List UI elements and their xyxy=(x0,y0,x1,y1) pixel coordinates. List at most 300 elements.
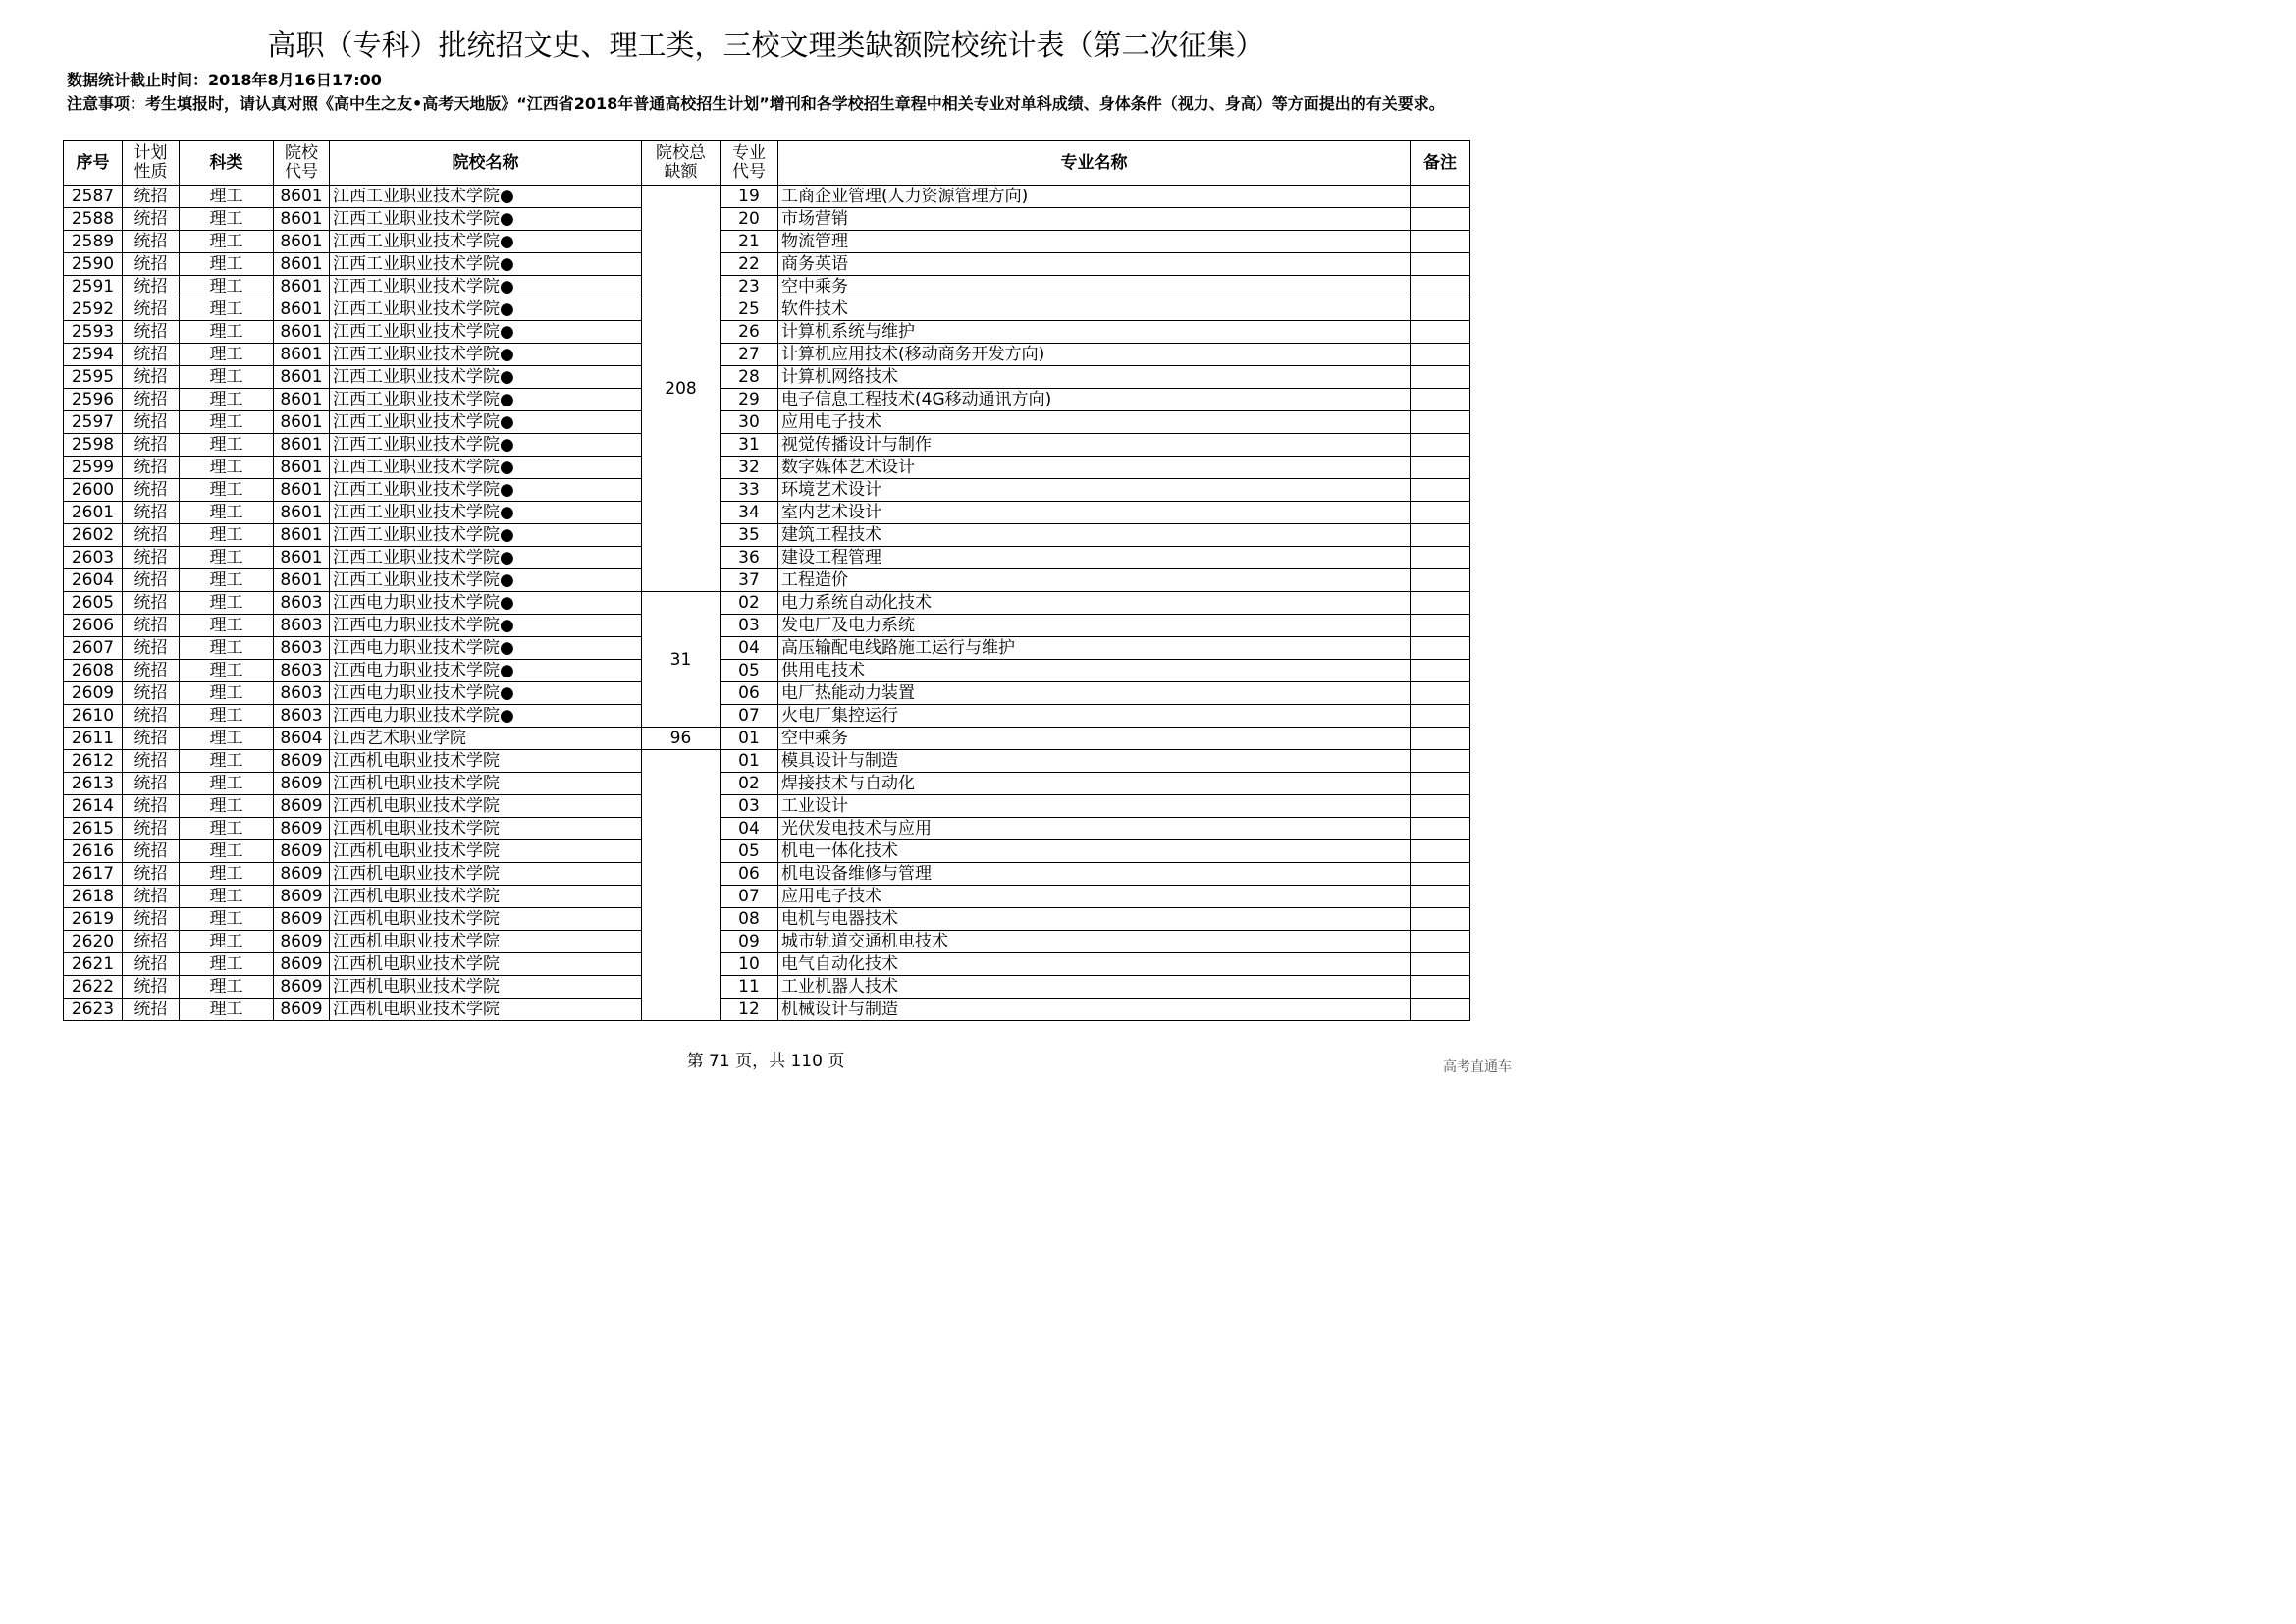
cell-seq: 2605 xyxy=(64,592,123,615)
cell-major-name: 软件技术 xyxy=(778,298,1411,321)
cell-school-name: 江西机电职业技术学院 xyxy=(330,818,642,840)
cell-school-name: 江西工业职业技术学院● xyxy=(330,411,642,434)
cell-remark xyxy=(1411,366,1470,389)
cell-major-code: 03 xyxy=(721,795,778,818)
cell-school-name: 江西电力职业技术学院● xyxy=(330,592,642,615)
table-row xyxy=(64,705,1470,728)
cell-remark xyxy=(1411,524,1470,547)
cell-seq: 2601 xyxy=(64,502,123,524)
cell-remark xyxy=(1411,276,1470,298)
cell-school-code: 8609 xyxy=(274,931,330,953)
cell-plan: 统招 xyxy=(123,479,180,502)
cell-plan: 统招 xyxy=(123,366,180,389)
cell-major-name: 电子信息工程技术(4G移动通讯方向) xyxy=(778,389,1411,411)
cell-school-vacancy xyxy=(642,750,721,1021)
table-row xyxy=(64,457,1470,479)
cell-school-code: 8601 xyxy=(274,389,330,411)
cell-school-name: 江西电力职业技术学院● xyxy=(330,660,642,682)
cell-seq: 2610 xyxy=(64,705,123,728)
cell-major-name: 空中乘务 xyxy=(778,728,1411,750)
cell-school-code: 8609 xyxy=(274,750,330,773)
cell-school-name: 江西机电职业技术学院 xyxy=(330,750,642,773)
cell-plan: 统招 xyxy=(123,524,180,547)
cell-school-name: 江西工业职业技术学院● xyxy=(330,547,642,569)
cell-major-name: 电厂热能动力装置 xyxy=(778,682,1411,705)
cell-seq: 2599 xyxy=(64,457,123,479)
cell-seq: 2587 xyxy=(64,186,123,208)
cell-seq: 2607 xyxy=(64,637,123,660)
cell-remark xyxy=(1411,592,1470,615)
table-row xyxy=(64,434,1470,457)
cell-plan: 统招 xyxy=(123,682,180,705)
cell-remark xyxy=(1411,795,1470,818)
table-row xyxy=(64,886,1470,908)
cell-school-name: 江西工业职业技术学院● xyxy=(330,276,642,298)
cell-major-code: 05 xyxy=(721,840,778,863)
cell-remark xyxy=(1411,434,1470,457)
cell-plan: 统招 xyxy=(123,344,180,366)
cell-remark xyxy=(1411,502,1470,524)
cell-category: 理工 xyxy=(180,728,274,750)
cell-seq: 2617 xyxy=(64,863,123,886)
cell-remark xyxy=(1411,298,1470,321)
cell-school-code: 8601 xyxy=(274,479,330,502)
cell-school-vacancy: 208 xyxy=(642,186,721,592)
cell-seq: 2598 xyxy=(64,434,123,457)
cell-plan: 统招 xyxy=(123,208,180,231)
cell-major-code: 11 xyxy=(721,976,778,999)
cell-school-name: 江西机电职业技术学院 xyxy=(330,886,642,908)
cell-school-code: 8601 xyxy=(274,321,330,344)
cell-remark xyxy=(1411,569,1470,592)
cell-school-name: 江西工业职业技术学院● xyxy=(330,231,642,253)
table-row xyxy=(64,795,1470,818)
cell-school-name: 江西工业职业技术学院● xyxy=(330,298,642,321)
cell-remark xyxy=(1411,231,1470,253)
cell-plan: 统招 xyxy=(123,253,180,276)
cell-category: 理工 xyxy=(180,366,274,389)
cell-category: 理工 xyxy=(180,186,274,208)
cell-remark xyxy=(1411,253,1470,276)
cell-school-name: 江西工业职业技术学院● xyxy=(330,389,642,411)
cell-category: 理工 xyxy=(180,840,274,863)
cell-category: 理工 xyxy=(180,321,274,344)
cell-major-name: 火电厂集控运行 xyxy=(778,705,1411,728)
cell-remark xyxy=(1411,840,1470,863)
cell-category: 理工 xyxy=(180,457,274,479)
table-row xyxy=(64,479,1470,502)
cell-seq: 2591 xyxy=(64,276,123,298)
cell-major-code: 02 xyxy=(721,592,778,615)
cell-remark xyxy=(1411,908,1470,931)
cell-school-code: 8603 xyxy=(274,682,330,705)
cell-school-code: 8601 xyxy=(274,569,330,592)
cell-school-code: 8609 xyxy=(274,908,330,931)
cell-school-code: 8609 xyxy=(274,953,330,976)
cell-school-name: 江西机电职业技术学院 xyxy=(330,931,642,953)
cell-major-code: 09 xyxy=(721,931,778,953)
table-row xyxy=(64,931,1470,953)
cell-major-code: 06 xyxy=(721,682,778,705)
cell-plan: 统招 xyxy=(123,773,180,795)
cell-school-name: 江西工业职业技术学院● xyxy=(330,208,642,231)
table-row xyxy=(64,411,1470,434)
cell-major-code: 36 xyxy=(721,547,778,569)
cell-school-name: 江西艺术职业学院 xyxy=(330,728,642,750)
cell-major-code: 34 xyxy=(721,502,778,524)
cell-plan: 统招 xyxy=(123,863,180,886)
cell-major-code: 25 xyxy=(721,298,778,321)
cell-plan: 统招 xyxy=(123,908,180,931)
cell-category: 理工 xyxy=(180,908,274,931)
cell-major-name: 建设工程管理 xyxy=(778,547,1411,569)
table-row xyxy=(64,953,1470,976)
cell-major-name: 视觉传播设计与制作 xyxy=(778,434,1411,457)
cell-plan: 统招 xyxy=(123,592,180,615)
cell-school-name: 江西机电职业技术学院 xyxy=(330,773,642,795)
table-row xyxy=(64,321,1470,344)
cell-school-name: 江西电力职业技术学院● xyxy=(330,637,642,660)
cell-major-code: 07 xyxy=(721,886,778,908)
cell-school-code: 8601 xyxy=(274,366,330,389)
cell-major-code: 27 xyxy=(721,344,778,366)
cell-category: 理工 xyxy=(180,682,274,705)
cell-major-code: 33 xyxy=(721,479,778,502)
cell-school-code: 8601 xyxy=(274,186,330,208)
cell-school-code: 8601 xyxy=(274,547,330,569)
table-row xyxy=(64,344,1470,366)
cell-remark xyxy=(1411,411,1470,434)
table-row xyxy=(64,750,1470,773)
cell-school-code: 8609 xyxy=(274,886,330,908)
cell-category: 理工 xyxy=(180,298,274,321)
cell-category: 理工 xyxy=(180,886,274,908)
cell-plan: 统招 xyxy=(123,840,180,863)
cell-plan: 统招 xyxy=(123,637,180,660)
cell-seq: 2612 xyxy=(64,750,123,773)
cell-category: 理工 xyxy=(180,502,274,524)
notice-text: 注意事项：考生填报时，请认真对照《高中生之友•高考天地版》“江西省2018年普通高校招生计划”增刊和各学校招生章程中相关专业对单科成绩、身体条件（视力、身高）等方面提出的有关要求。 xyxy=(67,94,1445,113)
cell-category: 理工 xyxy=(180,208,274,231)
cell-school-code: 8601 xyxy=(274,276,330,298)
table-row xyxy=(64,999,1470,1021)
table-row xyxy=(64,389,1470,411)
cell-category: 理工 xyxy=(180,276,274,298)
cell-major-code: 22 xyxy=(721,253,778,276)
table-row xyxy=(64,547,1470,569)
cell-school-code: 8603 xyxy=(274,637,330,660)
cell-remark xyxy=(1411,953,1470,976)
cell-category: 理工 xyxy=(180,818,274,840)
header-school-code: 院校代号 xyxy=(274,141,330,186)
cell-major-code: 04 xyxy=(721,637,778,660)
cell-school-code: 8609 xyxy=(274,999,330,1021)
table-row xyxy=(64,773,1470,795)
table-row xyxy=(64,908,1470,931)
cell-major-code: 01 xyxy=(721,728,778,750)
cell-remark xyxy=(1411,208,1470,231)
cell-school-code: 8609 xyxy=(274,818,330,840)
cell-seq: 2613 xyxy=(64,773,123,795)
table-row xyxy=(64,502,1470,524)
cell-school-code: 8601 xyxy=(274,298,330,321)
cell-remark xyxy=(1411,186,1470,208)
cell-school-code: 8609 xyxy=(274,795,330,818)
cell-major-name: 环境艺术设计 xyxy=(778,479,1411,502)
cell-school-name: 江西工业职业技术学院● xyxy=(330,321,642,344)
cell-plan: 统招 xyxy=(123,999,180,1021)
cell-remark xyxy=(1411,637,1470,660)
cell-remark xyxy=(1411,660,1470,682)
cell-seq: 2592 xyxy=(64,298,123,321)
cell-remark xyxy=(1411,615,1470,637)
cell-remark xyxy=(1411,886,1470,908)
header-remark: 备注 xyxy=(1411,141,1470,186)
cell-remark xyxy=(1411,321,1470,344)
cell-seq: 2620 xyxy=(64,931,123,953)
table-row xyxy=(64,276,1470,298)
cell-major-name: 电气自动化技术 xyxy=(778,953,1411,976)
cell-category: 理工 xyxy=(180,231,274,253)
table-row xyxy=(64,728,1470,750)
cell-remark xyxy=(1411,705,1470,728)
cell-seq: 2608 xyxy=(64,660,123,682)
cell-school-code: 8601 xyxy=(274,457,330,479)
cell-seq: 2618 xyxy=(64,886,123,908)
cell-major-name: 计算机网络技术 xyxy=(778,366,1411,389)
header-seq: 序号 xyxy=(64,141,123,186)
cell-remark xyxy=(1411,344,1470,366)
table-row xyxy=(64,840,1470,863)
page-title: 高职（专科）批统招文史、理工类，三校文理类缺额院校统计表（第二次征集） xyxy=(267,28,1264,62)
cell-major-name: 工商企业管理(人力资源管理方向) xyxy=(778,186,1411,208)
cell-seq: 2614 xyxy=(64,795,123,818)
cell-major-code: 26 xyxy=(721,321,778,344)
cell-major-code: 02 xyxy=(721,773,778,795)
cell-major-code: 28 xyxy=(721,366,778,389)
cell-school-vacancy: 31 xyxy=(642,592,721,728)
cell-major-name: 机电设备维修与管理 xyxy=(778,863,1411,886)
cell-seq: 2596 xyxy=(64,389,123,411)
cell-category: 理工 xyxy=(180,411,274,434)
cell-major-name: 空中乘务 xyxy=(778,276,1411,298)
table-row xyxy=(64,208,1470,231)
cell-school-code: 8609 xyxy=(274,840,330,863)
cell-plan: 统招 xyxy=(123,818,180,840)
header-major-name: 专业名称 xyxy=(778,141,1411,186)
cell-major-name: 城市轨道交通机电技术 xyxy=(778,931,1411,953)
cell-school-code: 8601 xyxy=(274,253,330,276)
table-row xyxy=(64,298,1470,321)
cell-seq: 2616 xyxy=(64,840,123,863)
cell-remark xyxy=(1411,682,1470,705)
cell-category: 理工 xyxy=(180,795,274,818)
cell-school-name: 江西机电职业技术学院 xyxy=(330,795,642,818)
cell-plan: 统招 xyxy=(123,298,180,321)
cell-seq: 2623 xyxy=(64,999,123,1021)
cell-major-name: 供用电技术 xyxy=(778,660,1411,682)
cell-major-code: 37 xyxy=(721,569,778,592)
cell-remark xyxy=(1411,999,1470,1021)
cell-seq: 2621 xyxy=(64,953,123,976)
cell-major-name: 机电一体化技术 xyxy=(778,840,1411,863)
cell-plan: 统招 xyxy=(123,411,180,434)
cell-major-code: 21 xyxy=(721,231,778,253)
cell-plan: 统招 xyxy=(123,728,180,750)
cell-major-code: 07 xyxy=(721,705,778,728)
cell-category: 理工 xyxy=(180,344,274,366)
cell-seq: 2606 xyxy=(64,615,123,637)
cell-remark xyxy=(1411,547,1470,569)
table-row xyxy=(64,976,1470,999)
cell-plan: 统招 xyxy=(123,457,180,479)
cell-school-name: 江西工业职业技术学院● xyxy=(330,186,642,208)
cell-remark xyxy=(1411,863,1470,886)
table-row xyxy=(64,592,1470,615)
cell-school-code: 8603 xyxy=(274,705,330,728)
cell-major-code: 10 xyxy=(721,953,778,976)
cell-major-name: 电力系统自动化技术 xyxy=(778,592,1411,615)
cell-seq: 2588 xyxy=(64,208,123,231)
cell-major-name: 计算机系统与维护 xyxy=(778,321,1411,344)
cell-plan: 统招 xyxy=(123,231,180,253)
cell-plan: 统招 xyxy=(123,795,180,818)
header-school-name: 院校名称 xyxy=(330,141,642,186)
cell-major-code: 01 xyxy=(721,750,778,773)
cell-plan: 统招 xyxy=(123,569,180,592)
table-row xyxy=(64,569,1470,592)
cell-seq: 2611 xyxy=(64,728,123,750)
watermark: 高考直通车 xyxy=(1443,1059,1512,1075)
cell-major-code: 19 xyxy=(721,186,778,208)
cell-major-code: 04 xyxy=(721,818,778,840)
cell-major-name: 工程造价 xyxy=(778,569,1411,592)
cell-remark xyxy=(1411,818,1470,840)
cell-school-code: 8601 xyxy=(274,231,330,253)
cell-category: 理工 xyxy=(180,931,274,953)
cell-major-name: 物流管理 xyxy=(778,231,1411,253)
vacancy-table xyxy=(63,140,1470,1021)
cell-major-name: 焊接技术与自动化 xyxy=(778,773,1411,795)
cell-major-code: 35 xyxy=(721,524,778,547)
cell-major-name: 计算机应用技术(移动商务开发方向) xyxy=(778,344,1411,366)
cell-major-code: 32 xyxy=(721,457,778,479)
cell-major-code: 05 xyxy=(721,660,778,682)
cell-plan: 统招 xyxy=(123,705,180,728)
cell-seq: 2594 xyxy=(64,344,123,366)
cell-seq: 2615 xyxy=(64,818,123,840)
cell-major-code: 30 xyxy=(721,411,778,434)
cell-school-name: 江西工业职业技术学院● xyxy=(330,569,642,592)
cell-major-name: 室内艺术设计 xyxy=(778,502,1411,524)
cell-major-name: 数字媒体艺术设计 xyxy=(778,457,1411,479)
page-number: 第 71 页，共 110 页 xyxy=(686,1052,845,1071)
header-category: 科类 xyxy=(180,141,274,186)
cell-category: 理工 xyxy=(180,976,274,999)
cell-seq: 2609 xyxy=(64,682,123,705)
cell-major-code: 23 xyxy=(721,276,778,298)
cell-seq: 2604 xyxy=(64,569,123,592)
cell-seq: 2590 xyxy=(64,253,123,276)
cell-school-code: 8603 xyxy=(274,660,330,682)
cell-remark xyxy=(1411,457,1470,479)
cell-major-name: 光伏发电技术与应用 xyxy=(778,818,1411,840)
cell-school-code: 8603 xyxy=(274,592,330,615)
cell-school-name: 江西工业职业技术学院● xyxy=(330,434,642,457)
table-row xyxy=(64,863,1470,886)
cell-category: 理工 xyxy=(180,953,274,976)
cell-category: 理工 xyxy=(180,524,274,547)
cell-category: 理工 xyxy=(180,999,274,1021)
cell-plan: 统招 xyxy=(123,321,180,344)
cell-plan: 统招 xyxy=(123,750,180,773)
cell-category: 理工 xyxy=(180,547,274,569)
cell-major-code: 12 xyxy=(721,999,778,1021)
cell-school-code: 8609 xyxy=(274,863,330,886)
cell-school-name: 江西工业职业技术学院● xyxy=(330,457,642,479)
cell-major-name: 工业设计 xyxy=(778,795,1411,818)
cell-school-code: 8601 xyxy=(274,502,330,524)
cell-school-name: 江西工业职业技术学院● xyxy=(330,524,642,547)
cell-school-name: 江西工业职业技术学院● xyxy=(330,344,642,366)
cell-school-name: 江西机电职业技术学院 xyxy=(330,840,642,863)
cell-school-code: 8601 xyxy=(274,411,330,434)
cell-plan: 统招 xyxy=(123,953,180,976)
table-row xyxy=(64,682,1470,705)
header-school-vacancy: 院校总缺额 xyxy=(642,141,721,186)
cutoff-time: 数据统计截止时间：2018年8月16日17:00 xyxy=(67,71,382,89)
cell-major-name: 工业机器人技术 xyxy=(778,976,1411,999)
cell-category: 理工 xyxy=(180,750,274,773)
cell-seq: 2603 xyxy=(64,547,123,569)
cell-remark xyxy=(1411,479,1470,502)
cell-category: 理工 xyxy=(180,253,274,276)
cell-major-code: 06 xyxy=(721,863,778,886)
cell-school-name: 江西工业职业技术学院● xyxy=(330,253,642,276)
cell-major-code: 29 xyxy=(721,389,778,411)
cell-school-name: 江西工业职业技术学院● xyxy=(330,479,642,502)
cell-school-name: 江西机电职业技术学院 xyxy=(330,953,642,976)
cell-plan: 统招 xyxy=(123,389,180,411)
cell-school-code: 8601 xyxy=(274,524,330,547)
cell-major-code: 08 xyxy=(721,908,778,931)
table-body xyxy=(64,186,1470,1021)
cell-category: 理工 xyxy=(180,592,274,615)
cell-category: 理工 xyxy=(180,434,274,457)
cell-major-code: 03 xyxy=(721,615,778,637)
cell-school-name: 江西工业职业技术学院● xyxy=(330,502,642,524)
cell-school-name: 江西机电职业技术学院 xyxy=(330,999,642,1021)
cell-plan: 统招 xyxy=(123,660,180,682)
cell-major-name: 机械设计与制造 xyxy=(778,999,1411,1021)
cell-school-name: 江西机电职业技术学院 xyxy=(330,863,642,886)
table-row xyxy=(64,253,1470,276)
cell-school-name: 江西机电职业技术学院 xyxy=(330,908,642,931)
cell-plan: 统招 xyxy=(123,931,180,953)
cell-category: 理工 xyxy=(180,569,274,592)
table-row xyxy=(64,524,1470,547)
cell-plan: 统招 xyxy=(123,976,180,999)
cell-remark xyxy=(1411,976,1470,999)
cell-school-code: 8604 xyxy=(274,728,330,750)
cell-school-name: 江西电力职业技术学院● xyxy=(330,615,642,637)
table-header-row xyxy=(64,141,1470,186)
cell-plan: 统招 xyxy=(123,502,180,524)
cell-major-code: 20 xyxy=(721,208,778,231)
cell-school-vacancy: 96 xyxy=(642,728,721,750)
table-row xyxy=(64,637,1470,660)
cell-remark xyxy=(1411,773,1470,795)
